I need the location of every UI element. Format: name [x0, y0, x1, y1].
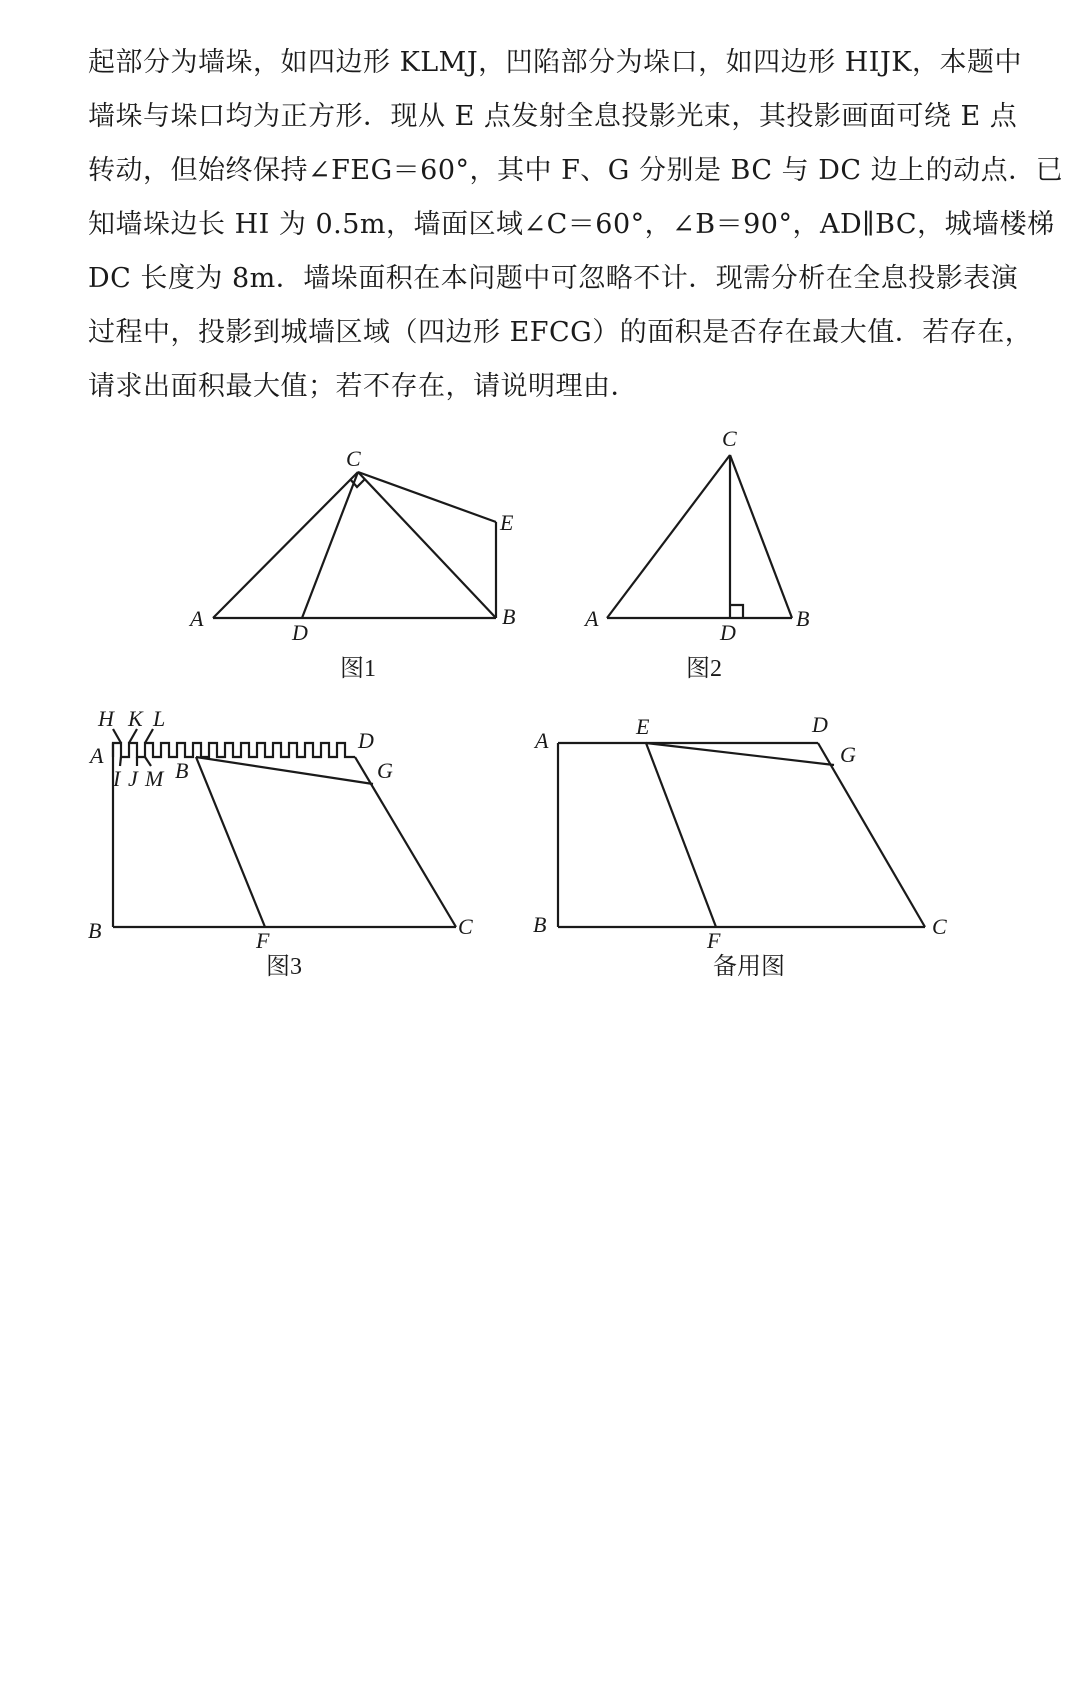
fig3-label-D: D — [358, 728, 374, 753]
fig4-segment-DC — [818, 743, 925, 927]
fig3-pointer-L — [145, 729, 153, 743]
fig4-label-A: A — [535, 728, 549, 753]
fig1-label-C: C — [346, 446, 361, 471]
fig3-label-F: F — [256, 928, 270, 953]
fig1-label-B: B — [502, 604, 516, 629]
fig3-label-I: I — [113, 766, 121, 791]
fig4-label-C: C — [932, 914, 947, 939]
fig4-segment-EG — [646, 743, 834, 765]
figure-2 — [583, 426, 809, 682]
fig1-label-D: D — [292, 620, 308, 645]
fig4-caption: 备用图 — [713, 954, 785, 980]
fig1-label-E: E — [500, 510, 514, 535]
figure-1 — [188, 446, 515, 682]
fig3-pointer-M — [145, 757, 151, 766]
fig4-label-G: G — [840, 742, 856, 767]
fig3-label-J: J — [128, 766, 138, 791]
fig2-label-C: C — [722, 426, 737, 451]
fig3-pointer-I — [120, 757, 121, 766]
fig1-segment-DC — [302, 472, 358, 618]
fig3-segment-EF — [196, 757, 265, 927]
figure-4 — [533, 712, 947, 980]
fig3-caption: 图3 — [266, 954, 302, 980]
fig2-segment-CB — [730, 455, 792, 618]
fig2-label-B: B — [796, 606, 810, 631]
fig3-label-A: A — [90, 743, 104, 768]
problem-line-7: 请求出面积最大值；若不存在，请说明理由． — [88, 371, 638, 402]
fig3-label-C: C — [458, 914, 473, 939]
fig4-label-F: F — [707, 928, 721, 953]
fig1-label-A: A — [190, 606, 204, 631]
figure-3 — [88, 706, 473, 980]
fig4-segment-EF — [646, 743, 716, 927]
problem-line-4: 知墙垛边长 HI 为 0.5m，墙面区域∠C＝60°，∠B＝90°，AD∥BC，城墙楼梯 — [88, 209, 1055, 240]
problem-line-3: 转动，但始终保持∠FEG＝60°，其中 F、G 分别是 BC 与 DC 边上的动点．已 — [88, 155, 1064, 186]
fig1-segment-AC — [213, 472, 358, 618]
fig1-segment-CE — [358, 472, 496, 522]
fig2-segment-AC — [607, 455, 730, 618]
fig1-caption: 图1 — [340, 656, 376, 682]
fig2-label-D: D — [720, 620, 736, 645]
fig3-segment-EG — [196, 757, 373, 784]
fig3-label-B: B — [88, 918, 102, 943]
fig3-label-M: M — [145, 766, 164, 791]
fig4-label-B: B — [533, 912, 547, 937]
fig4-label-E: E — [636, 714, 650, 739]
fig3-battlement — [113, 743, 355, 757]
fig3-pointer-H — [113, 729, 121, 743]
problem-line-5: DC 长度为 8m．墙垛面积在本问题中可忽略不计．现需分析在全息投影表演 — [88, 263, 1019, 294]
fig2-right-angle-mark — [730, 605, 743, 618]
fig3-label-H: H — [98, 706, 114, 731]
fig2-caption: 图2 — [686, 656, 722, 682]
fig3-label-G: G — [377, 758, 393, 783]
problem-line-6: 过程中，投影到城墙区域（四边形 EFCG）的面积是否存在最大值．若存在， — [88, 317, 1033, 348]
fig3-label-L: L — [153, 706, 166, 731]
problem-line-1: 起部分为墙垛，如四边形 KLMJ，凹陷部分为垛口，如四边形 HIJK，本题中 — [88, 47, 1022, 78]
fig3-pointer-K — [129, 729, 137, 743]
fig3-label-E: B — [175, 758, 189, 783]
fig2-label-A: A — [585, 606, 599, 631]
fig4-label-D: D — [812, 712, 828, 737]
fig3-label-K: K — [128, 706, 143, 731]
fig1-segment-CB — [358, 472, 496, 618]
problem-line-2: 墙垛与垛口均为正方形．现从 E 点发射全息投影光束，其投影画面可绕 E 点 — [88, 101, 1018, 132]
